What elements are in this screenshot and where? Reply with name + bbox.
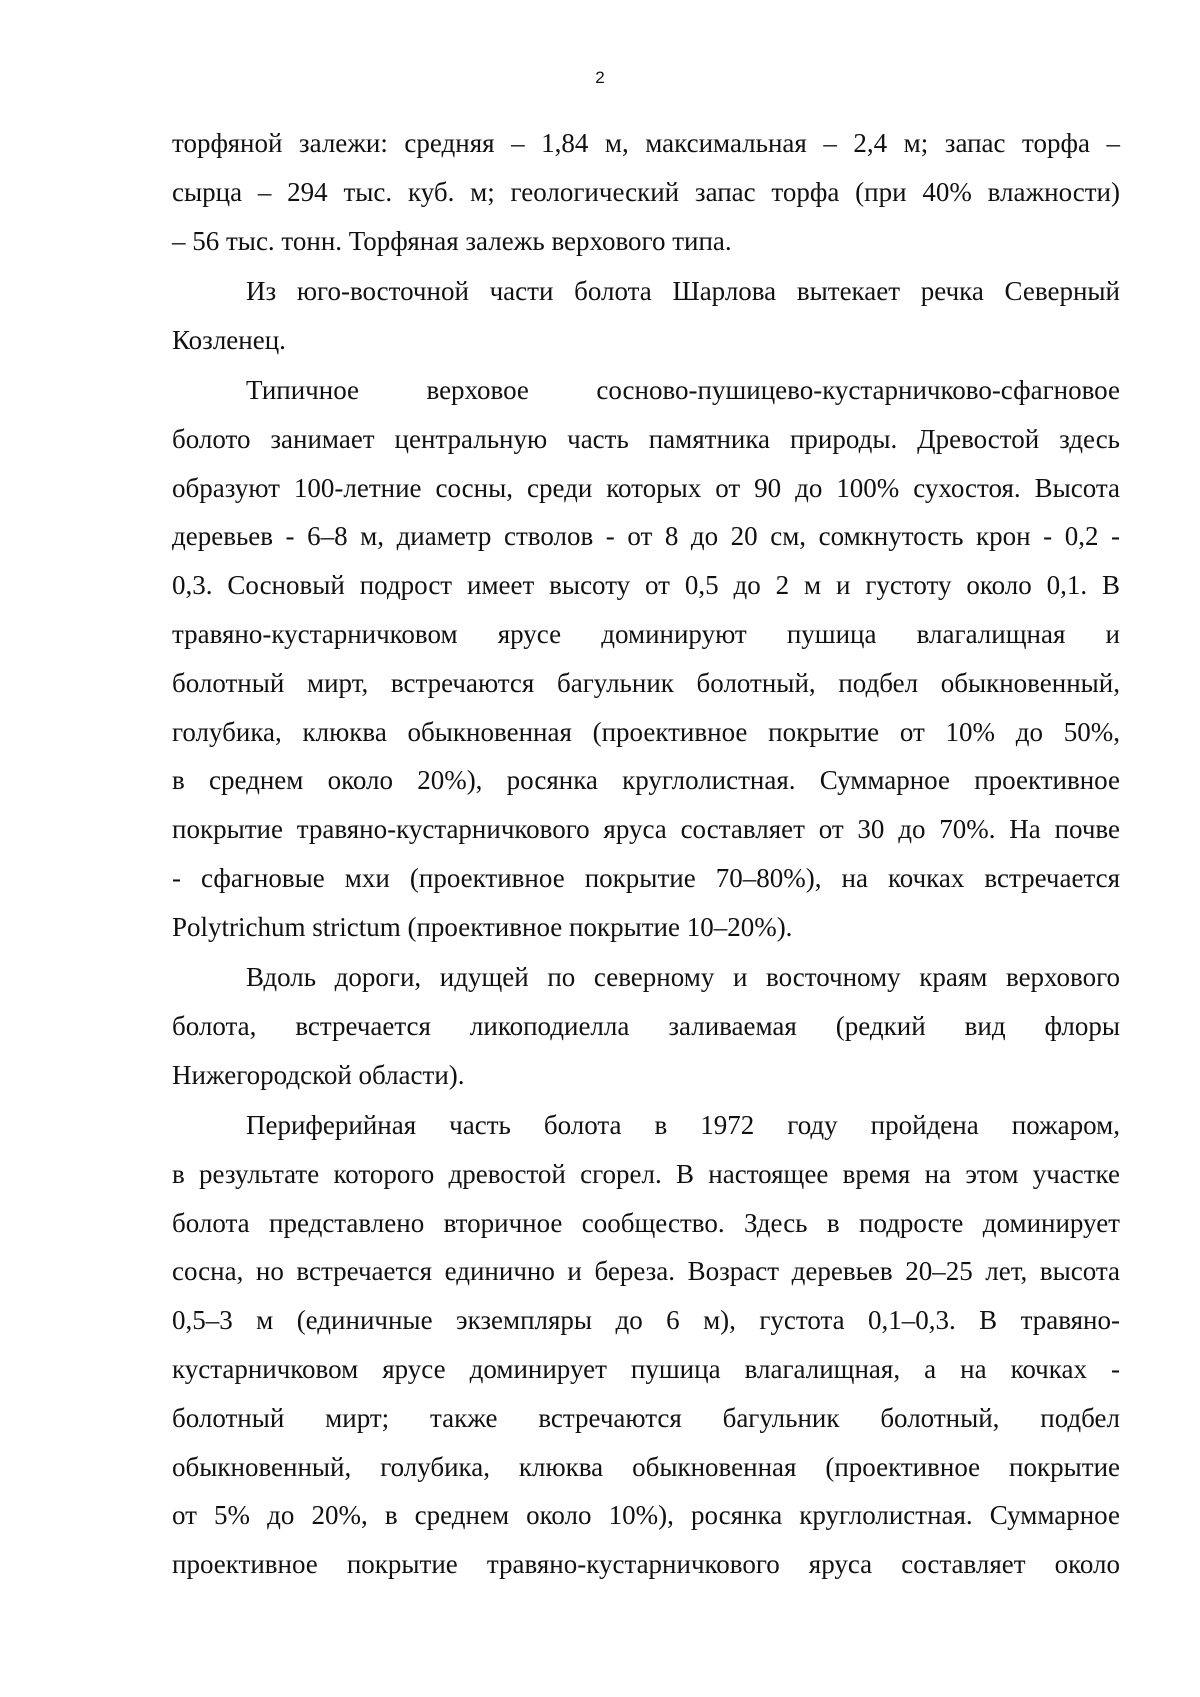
paragraph	[172, 1101, 1120, 1589]
text-line: в среднем около 20%), росянка круглолистная. Суммарное проективное	[172, 765, 1120, 796]
text-line: болота, встречается ликоподиелла заливаемая (редкий вид флоры	[172, 1010, 1120, 1041]
text-line: Polytrichum strictum (проективное покрытие 10–20%).	[172, 911, 793, 942]
text-line: торфяной залежи: средняя – 1,84 м, максимальная – 2,4 м; запас торфа –	[172, 128, 1120, 158]
text-line: Козленец.	[172, 324, 286, 355]
text-line: болотный мирт; также встречаются багульник болотный, подбел	[172, 1402, 1120, 1433]
text-line: кустарничковом ярусе доминирует пушица влагалищная, а на кочках -	[172, 1353, 1120, 1384]
text-line: образуют 100-летние сосны, среди которых от 90 до 100% сухостоя. Высота	[172, 472, 1120, 503]
text-line: Вдоль дороги, идущей по северному и восточному краям верхового	[246, 962, 1120, 993]
paragraph	[172, 119, 1120, 265]
text-line: болото занимает центральную часть памятника природы. Древостой здесь	[172, 423, 1120, 454]
text-line: болота представлено вторичное сообщество. Здесь в подросте доминирует	[172, 1207, 1120, 1238]
text-line: Из юго-восточной части болота Шарлова вытекает речка Северный	[246, 275, 1120, 306]
text-line: сырца – 294 тыс. куб. м; геологический запас торфа (при 40% влажности)	[172, 176, 1120, 207]
paragraph	[172, 366, 1120, 952]
text-line: - сфагновые мхи (проективное покрытие 70–80%), на кочках встречается	[172, 862, 1120, 893]
document-body	[172, 119, 1120, 1589]
text-line: травяно-кустарничковом ярусе доминируют пушица влагалищная и	[172, 618, 1120, 649]
paragraph	[172, 953, 1120, 1099]
text-line: в результате которого древостой сгорел. В настоящее время на этом участке	[172, 1158, 1120, 1189]
text-line: Нижегородской области).	[172, 1059, 465, 1090]
text-line: 0,3. Сосновый подрост имеет высоту от 0,5 до 2 м и густоту около 0,1. В	[172, 570, 1120, 601]
page-number: 2	[595, 68, 605, 87]
text-line: проективное покрытие травяно-кустарничкового яруса составляет около	[172, 1549, 1120, 1580]
text-line: покрытие травяно-кустарничкового яруса составляет от 30 до 70%. На почве	[172, 814, 1120, 845]
text-line: болотный мирт, встречаются багульник болотный, подбел обыкновенный,	[172, 667, 1120, 698]
text-line: от 5% до 20%, в среднем около 10%), росянка круглолистная. Суммарное	[172, 1500, 1120, 1531]
text-line: Типичное верховое сосново-пушицево-кустарничково-сфагновое	[246, 374, 1120, 405]
text-line: голубика, клюква обыкновенная (проективное покрытие от 10% до 50%,	[172, 716, 1120, 747]
text-line: обыкновенный, голубика, клюква обыкновенная (проективное покрытие	[172, 1451, 1120, 1482]
text-line: деревьев - 6–8 м, диаметр стволов - от 8 до 20 см, сомкнутость крон - 0,2 -	[172, 521, 1120, 552]
text-line: – 56 тыс. тонн. Торфяная залежь верхового типа.	[172, 225, 732, 256]
text-line: Периферийная часть болота в 1972 году пройдена пожаром,	[246, 1109, 1120, 1140]
paragraph	[172, 267, 1120, 365]
text-line: сосна, но встречается единично и береза. Возраст деревьев 20–25 лет, высота	[172, 1256, 1120, 1287]
text-line: 0,5–3 м (единичные экземпляры до 6 м), густота 0,1–0,3. В травяно-	[172, 1305, 1120, 1336]
